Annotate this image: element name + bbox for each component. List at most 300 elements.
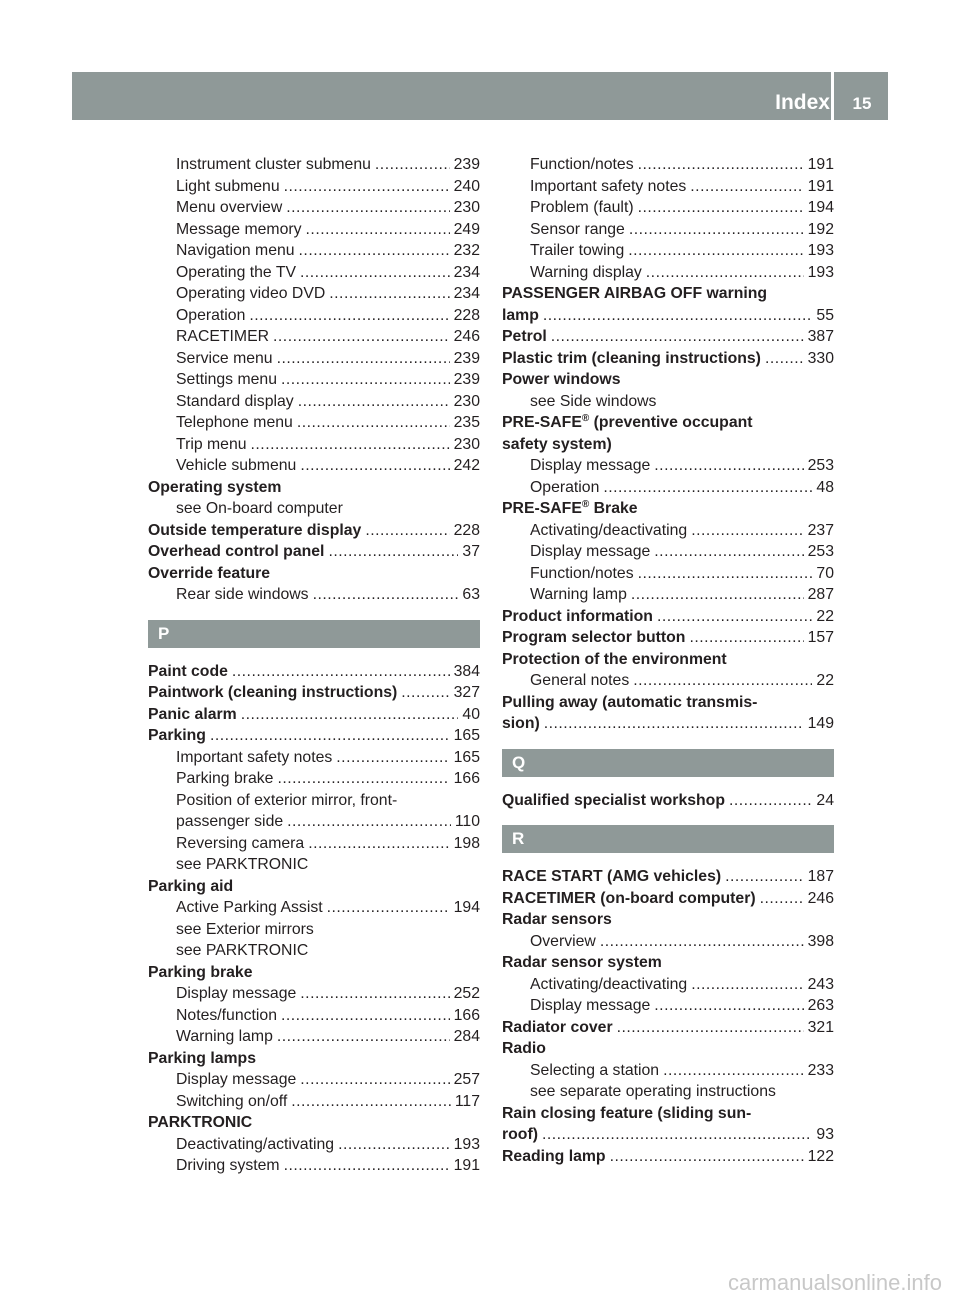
index-heading — [502, 498, 834, 520]
page-reference: 37 — [462, 543, 480, 560]
entry-label: Petrol — [502, 328, 547, 345]
page-reference: 232 — [453, 242, 480, 259]
page-reference: 287 — [807, 586, 834, 603]
index-subentry — [502, 541, 834, 563]
index-subtext — [148, 854, 480, 876]
entry-label: Operation — [530, 478, 600, 496]
index-subentry — [148, 391, 480, 413]
entry-label: Trailer towing — [530, 242, 625, 259]
entry-label: Operating video DVD — [176, 285, 326, 302]
entry-label: Telephone menu — [176, 414, 293, 431]
leader-dots — [313, 584, 459, 606]
entry-label: Overhead control panel — [148, 543, 325, 560]
index-heading — [502, 1103, 834, 1125]
index-heading — [148, 1048, 480, 1070]
index-subtext — [148, 940, 480, 962]
heading-label: Protection of the environment — [502, 650, 727, 668]
page-reference: 321 — [807, 1018, 834, 1036]
entry-label: Instrument cluster submenu — [176, 156, 371, 173]
index-subentry — [502, 154, 834, 176]
entry-label: Reading lamp — [502, 1147, 606, 1165]
page-reference: 70 — [816, 564, 834, 582]
page-reference: 234 — [453, 285, 480, 302]
subtext-label: see PARKTRONIC — [176, 942, 309, 959]
entry-label: Warning lamp — [176, 1028, 273, 1045]
leader-dots — [551, 326, 804, 348]
entry-label: Activating/deactivating — [530, 975, 688, 993]
page-reference: 193 — [807, 242, 834, 259]
index-subentry — [148, 348, 480, 370]
index-heading — [502, 369, 834, 391]
leader-dots — [300, 455, 449, 477]
index-subentry — [502, 219, 834, 241]
index-subentry — [148, 897, 480, 919]
index-subentry — [148, 283, 480, 305]
page-reference: 239 — [453, 156, 480, 173]
index-subtext — [502, 1081, 834, 1103]
page-reference: 243 — [807, 975, 834, 993]
index-subtext — [148, 919, 480, 941]
leader-dots — [600, 931, 804, 953]
entry-label: Menu overview — [176, 199, 283, 216]
leader-dots — [725, 866, 804, 888]
subtext-label: see Side windows — [530, 392, 657, 410]
entry-label: Warning display — [530, 263, 642, 281]
page-reference: 24 — [816, 791, 834, 809]
entry-label: Selecting a station — [530, 1061, 660, 1079]
heading-label: Parking aid — [148, 877, 234, 895]
page-reference: 166 — [453, 1006, 480, 1024]
leader-dots — [638, 154, 804, 176]
entry-label: Trip menu — [176, 435, 247, 453]
page-reference: 165 — [453, 727, 480, 744]
section-header: P — [148, 620, 480, 648]
index-subentry — [502, 584, 834, 606]
index-subentry — [148, 305, 480, 327]
index-subentry — [502, 240, 834, 262]
entry-label: Sensor range — [530, 220, 625, 238]
index-entry — [502, 888, 834, 910]
page-number: 15 — [852, 94, 872, 113]
page-reference: 330 — [807, 349, 834, 367]
leader-dots — [544, 713, 804, 735]
page-reference: 55 — [816, 306, 834, 324]
entry-label: Activating/deactivating — [530, 521, 688, 539]
heading-label-rest: (preventive occupant — [589, 414, 753, 431]
heading-label: Operating system — [148, 478, 282, 496]
index-subentry — [148, 1005, 480, 1027]
page-reference: 191 — [807, 156, 834, 173]
index-subtext — [148, 498, 480, 520]
index-subentry — [148, 219, 480, 241]
page-reference: 246 — [453, 328, 480, 345]
entry-label: Paintwork (cleaning instructions) — [148, 684, 398, 701]
index-entry — [502, 627, 834, 649]
entry-label: Display message — [530, 543, 651, 560]
index-subentry — [148, 262, 480, 284]
page-reference: 230 — [453, 392, 480, 410]
index-entry — [502, 606, 834, 628]
entry-label: Display message — [530, 457, 651, 474]
page-reference: 246 — [807, 889, 834, 907]
index-column-left — [148, 154, 480, 1177]
index-subentry — [502, 262, 834, 284]
heading-label: safety system) — [502, 435, 612, 453]
page-reference: 194 — [453, 899, 480, 916]
leader-dots — [281, 1005, 450, 1027]
entry-label: Radiator cover — [502, 1018, 613, 1036]
heading-label: Radio — [502, 1040, 546, 1057]
leader-dots — [300, 1069, 449, 1091]
page-reference: 387 — [807, 328, 834, 345]
index-subentry — [502, 931, 834, 953]
page-reference: 198 — [453, 834, 480, 852]
index-entry — [502, 348, 834, 370]
page-reference: 327 — [453, 684, 480, 701]
heading-label: PRE-SAFE — [502, 414, 582, 431]
leader-dots — [729, 790, 812, 812]
leader-dots — [760, 888, 804, 910]
entry-label: Display message — [530, 997, 651, 1014]
entry-label: Parking — [148, 727, 206, 744]
index-subentry — [148, 326, 480, 348]
page-reference: 398 — [807, 932, 834, 950]
entry-label: Panic alarm — [148, 705, 237, 723]
entry-label: Important safety notes — [530, 177, 687, 195]
index-entry — [502, 790, 834, 812]
index-subtext — [148, 790, 480, 812]
page-reference: 110 — [454, 813, 480, 830]
entry-label: sion) — [502, 715, 540, 732]
section-header: R — [502, 825, 834, 853]
leader-dots — [329, 283, 449, 305]
page-reference: 22 — [816, 672, 834, 689]
heading-label: PASSENGER AIRBAG OFF warning — [502, 285, 768, 302]
entry-label: Deactivating/activating — [176, 1135, 335, 1153]
index-entry — [502, 713, 834, 735]
entry-label: Operation — [176, 306, 246, 324]
leader-dots — [375, 154, 450, 176]
entry-label: RACE START (AMG vehicles) — [502, 868, 722, 885]
page-reference: 166 — [453, 770, 480, 787]
leader-dots — [291, 1091, 451, 1113]
entry-label: RACETIMER (on-board computer) — [502, 889, 756, 907]
leader-dots — [690, 176, 803, 198]
leader-dots — [286, 197, 449, 219]
leader-dots — [654, 995, 803, 1017]
entry-label: Vehicle submenu — [176, 457, 297, 474]
leader-dots — [365, 520, 449, 542]
entry-label: Service menu — [176, 349, 273, 367]
leader-dots — [251, 434, 450, 456]
index-subentry — [148, 369, 480, 391]
index-entry — [502, 305, 834, 327]
index-heading — [502, 952, 834, 974]
index-subentry — [502, 1060, 834, 1082]
page-reference: 48 — [816, 478, 834, 496]
index-entry — [148, 661, 480, 683]
leader-dots — [277, 348, 450, 370]
heading-label: Override feature — [148, 564, 271, 582]
index-subentry — [148, 1155, 480, 1177]
entry-label: General notes — [530, 672, 630, 689]
leader-dots — [543, 305, 813, 327]
index-entry — [148, 704, 480, 726]
leader-dots — [631, 584, 804, 606]
heading-label: Radar sensors — [502, 911, 612, 928]
page-reference: 194 — [807, 199, 834, 216]
entry-label: Plastic trim (cleaning instructions) — [502, 349, 761, 367]
registered-mark: ® — [581, 499, 590, 510]
index-entry — [502, 1017, 834, 1039]
leader-dots — [610, 1146, 804, 1168]
index-entry — [148, 682, 480, 704]
index-subentry — [148, 1069, 480, 1091]
page-reference: 263 — [807, 997, 834, 1014]
leader-dots — [617, 1017, 804, 1039]
index-heading — [148, 563, 480, 585]
leader-dots — [628, 240, 803, 262]
entry-label: Problem (fault) — [530, 199, 634, 216]
page-reference: 193 — [453, 1135, 480, 1153]
leader-dots — [629, 219, 804, 241]
leader-dots — [691, 520, 803, 542]
entry-label: Important safety notes — [176, 748, 333, 766]
leader-dots — [689, 627, 803, 649]
entry-label: Notes/function — [176, 1006, 277, 1024]
index-heading — [502, 909, 834, 931]
leader-dots — [657, 606, 812, 628]
index-entry — [502, 866, 834, 888]
page-reference: 157 — [807, 629, 834, 646]
leader-dots — [249, 305, 449, 327]
entry-label: Program selector button — [502, 629, 686, 646]
index-heading — [148, 876, 480, 898]
index-entry — [502, 326, 834, 348]
leader-dots — [327, 897, 450, 919]
page-reference: 384 — [453, 662, 480, 680]
index-subentry — [148, 1091, 480, 1113]
leader-dots — [277, 768, 449, 790]
subtext-label: see PARKTRONIC — [176, 856, 309, 873]
index-heading — [502, 283, 834, 305]
leader-dots — [328, 541, 458, 563]
entry-label: RACETIMER — [176, 328, 270, 345]
page-reference: 235 — [453, 414, 480, 431]
page-reference: 230 — [453, 435, 480, 453]
leader-dots — [306, 219, 450, 241]
page-reference: 237 — [807, 521, 834, 539]
leader-dots — [297, 412, 450, 434]
heading-label: Pulling away (automatic transmis- — [502, 693, 758, 711]
index-title: Index — [775, 91, 830, 114]
index-heading — [148, 962, 480, 984]
entry-label: Product information — [502, 607, 653, 625]
leader-dots — [299, 240, 450, 262]
entry-label: Display message — [176, 985, 297, 1002]
leader-dots — [338, 1134, 450, 1156]
index-column-right — [502, 154, 834, 1167]
page-reference: 149 — [807, 715, 834, 732]
leader-dots — [308, 833, 449, 855]
entry-label: Driving system — [176, 1157, 280, 1174]
page-reference: 228 — [453, 521, 480, 539]
page-reference: 191 — [453, 1157, 480, 1174]
page-reference: 93 — [816, 1126, 834, 1143]
page-reference: 257 — [453, 1071, 480, 1088]
subtext-label: Position of exterior mirror, front- — [176, 791, 398, 809]
page-reference: 252 — [453, 985, 480, 1002]
heading-label: Parking brake — [148, 963, 253, 981]
page-reference: 63 — [462, 586, 480, 603]
index-heading — [502, 692, 834, 714]
leader-dots — [241, 704, 459, 726]
page-reference: 230 — [453, 199, 480, 216]
leader-dots — [401, 682, 449, 704]
heading-label: PRE-SAFE — [502, 500, 582, 517]
index-subentry — [148, 747, 480, 769]
index-subentry — [502, 455, 834, 477]
index-subentry — [148, 584, 480, 606]
entry-label: Navigation menu — [176, 242, 295, 259]
page-reference: 233 — [807, 1061, 834, 1079]
entry-label: Function/notes — [530, 564, 634, 582]
leader-dots — [300, 262, 450, 284]
entry-label: Function/notes — [530, 156, 634, 173]
page-reference: 40 — [462, 705, 480, 723]
page-reference: 249 — [453, 220, 480, 238]
index-heading — [502, 1038, 834, 1060]
leader-dots — [287, 811, 451, 833]
index-subentry — [148, 1026, 480, 1048]
page-reference: 284 — [453, 1028, 480, 1045]
index-subentry — [502, 176, 834, 198]
entry-label: Reversing camera — [176, 834, 305, 852]
section-header: Q — [502, 749, 834, 777]
leader-dots — [300, 983, 449, 1005]
page-reference: 193 — [807, 263, 834, 281]
index-entry — [502, 1146, 834, 1168]
page-reference: 191 — [807, 177, 834, 195]
page-reference: 165 — [453, 748, 480, 766]
leader-dots — [654, 541, 803, 563]
page-reference: 122 — [807, 1147, 834, 1165]
index-subentry — [502, 995, 834, 1017]
index-heading — [502, 649, 834, 671]
index-subentry — [148, 983, 480, 1005]
index-subentry — [502, 520, 834, 542]
index-subentry — [502, 670, 834, 692]
entry-label: Operating the TV — [176, 263, 297, 281]
heading-label: Rain closing feature (sliding sun- — [502, 1104, 752, 1122]
index-subentry — [502, 563, 834, 585]
index-subentry — [502, 477, 834, 499]
leader-dots — [638, 197, 804, 219]
page-reference: 187 — [807, 868, 834, 885]
entry-label: Outside temperature display — [148, 521, 362, 539]
page-reference: 239 — [453, 349, 480, 367]
index-subentry — [148, 197, 480, 219]
entry-label: Rear side windows — [176, 586, 309, 603]
page-reference: 228 — [453, 306, 480, 324]
index-subentry — [148, 154, 480, 176]
entry-label: Warning lamp — [530, 586, 627, 603]
page-reference: 192 — [807, 220, 834, 238]
page-reference: 117 — [454, 1092, 480, 1110]
page-reference: 234 — [453, 263, 480, 281]
index-heading — [148, 477, 480, 499]
page-reference: 239 — [453, 371, 480, 388]
index-subtext — [502, 391, 834, 413]
index-subentry — [148, 833, 480, 855]
entry-label: passenger side — [176, 813, 284, 830]
entry-label: Qualified specialist workshop — [502, 791, 725, 809]
index-subentry — [148, 412, 480, 434]
leader-dots — [284, 1155, 450, 1177]
leader-dots — [633, 670, 812, 692]
index-entry — [148, 520, 480, 542]
index-heading — [148, 1112, 480, 1134]
leader-dots — [336, 747, 449, 769]
subtext-label: see separate operating instructions — [530, 1083, 776, 1100]
entry-label: Display message — [176, 1071, 297, 1088]
entry-label: Overview — [530, 932, 596, 950]
leader-dots — [277, 1026, 450, 1048]
leader-dots — [284, 176, 450, 198]
subtext-label: see On-board computer — [176, 500, 343, 517]
header-divider — [831, 72, 834, 120]
index-subentry — [148, 768, 480, 790]
heading-label: PARKTRONIC — [148, 1114, 253, 1131]
leader-dots — [654, 455, 803, 477]
index-subentry — [502, 974, 834, 996]
heading-label: Parking lamps — [148, 1049, 256, 1067]
page-reference: 22 — [816, 607, 834, 625]
leader-dots — [210, 725, 450, 747]
leader-dots — [663, 1060, 804, 1082]
page-reference: 240 — [453, 177, 480, 195]
entry-label: Settings menu — [176, 371, 277, 388]
heading-label: Power windows — [502, 371, 621, 388]
leader-dots — [691, 974, 803, 996]
leader-dots — [281, 369, 450, 391]
index-subentry — [148, 434, 480, 456]
index-entry — [148, 541, 480, 563]
leader-dots — [273, 326, 450, 348]
leader-dots — [765, 348, 804, 370]
leader-dots — [646, 262, 804, 284]
entry-label: Active Parking Assist — [176, 899, 323, 916]
entry-label: roof) — [502, 1126, 538, 1143]
index-subentry — [148, 455, 480, 477]
index-entry — [502, 1124, 834, 1146]
entry-label: Light submenu — [176, 177, 280, 195]
entry-label: Paint code — [148, 662, 228, 680]
index-subentry — [148, 1134, 480, 1156]
entry-label: Parking brake — [176, 770, 274, 787]
index-entry — [148, 725, 480, 747]
page-reference: 253 — [807, 543, 834, 560]
entry-label: Message memory — [176, 220, 302, 238]
leader-dots — [232, 661, 450, 683]
index-heading — [502, 434, 834, 456]
heading-label-rest: Brake — [589, 500, 638, 517]
index-subentry — [148, 240, 480, 262]
subtext-label: see Exterior mirrors — [176, 920, 314, 938]
watermark: carmanualsonline.info — [727, 1270, 942, 1295]
index-subentry — [148, 811, 480, 833]
registered-mark: ® — [581, 413, 590, 424]
